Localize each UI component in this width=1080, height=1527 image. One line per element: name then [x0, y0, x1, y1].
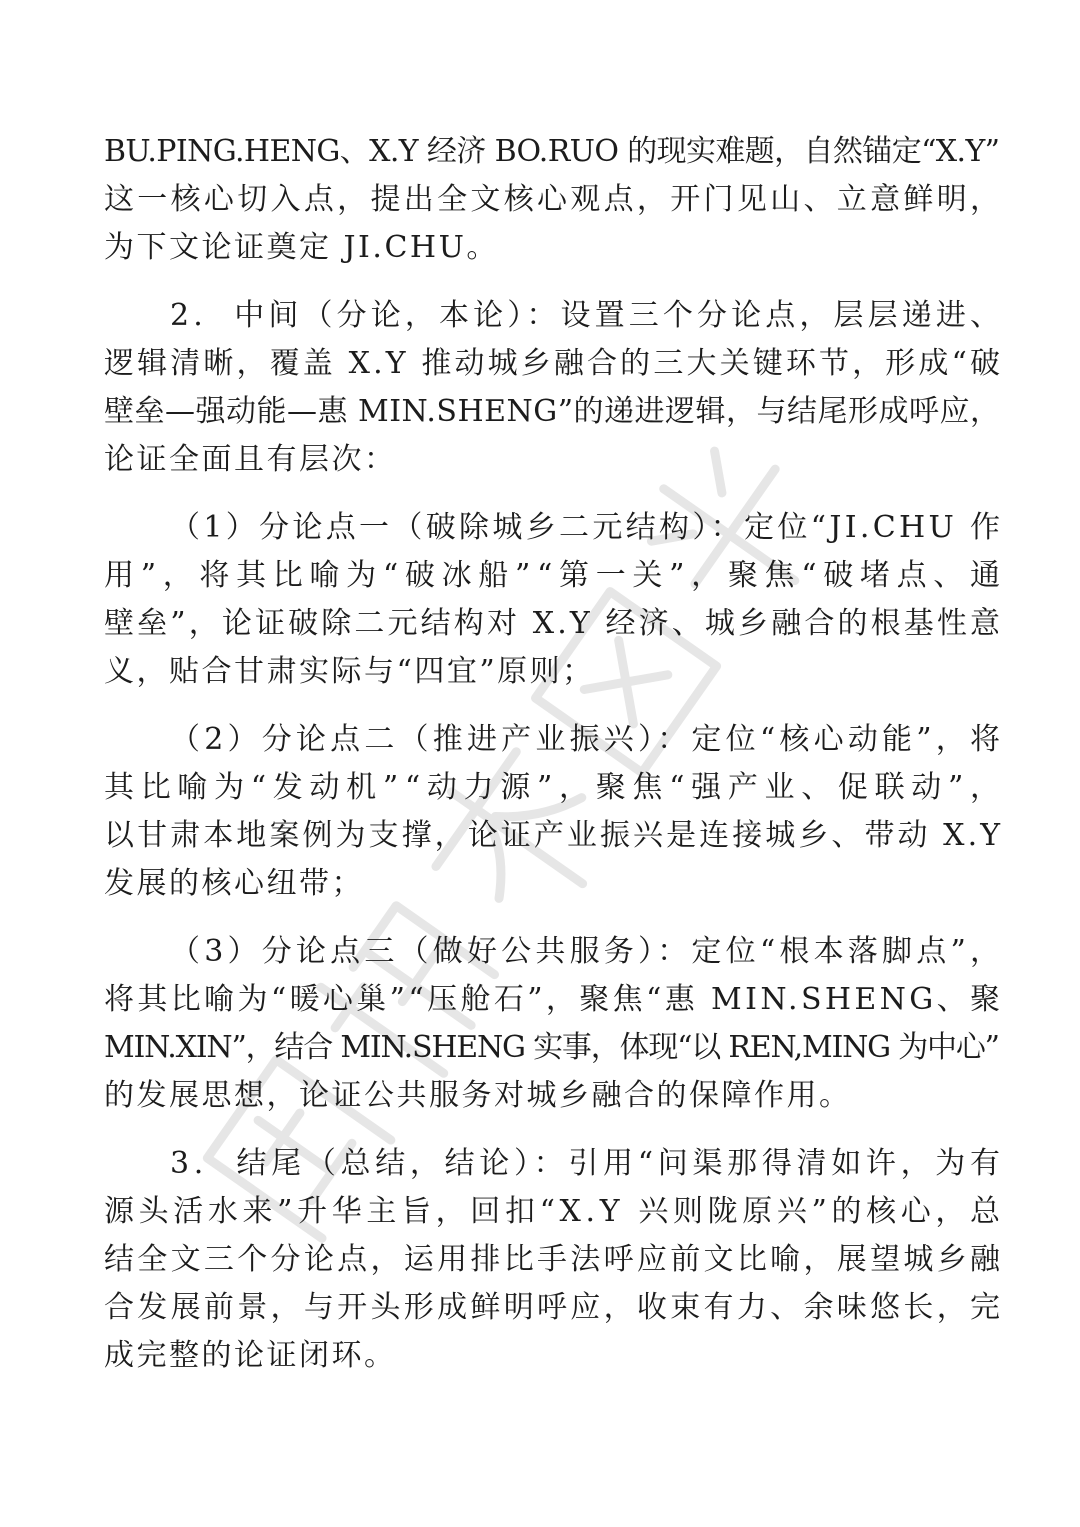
text-line: MIN.XIN”，结合 MIN.SHENG 实事，体现“以 REN,MING 为中心” [104, 1030, 999, 1065]
text-line: 合发展前景，与开头形成鲜明呼应，收束有力、余味悠长，完 [104, 1290, 1004, 1325]
text-line: 壁垒—强动能—惠 MIN.SHENG”的递进逻辑，与结尾形成呼应， [104, 394, 1001, 429]
text-line: 壁垒”，论证破除二元结构对 X.Y 经济、城乡融合的根基性意 [104, 606, 1004, 641]
text-line: （3）分论点三（做好公共服务）：定位“根本落脚点”， [170, 934, 1005, 969]
text-line: 成完整的论证闭环。 [104, 1338, 397, 1373]
text-line: 结全文三个分论点，运用排比手法呼应前文比喻，展望城乡融 [104, 1242, 1004, 1277]
paragraph-middle-section [104, 292, 1005, 484]
text-line: （1）分论点一（破除城乡二元结构）：定位“JI.CHU 作 [170, 510, 1004, 545]
paragraph-point-one [104, 504, 1007, 696]
text-line: 以甘肃本地案例为支撑，论证产业振兴是连接城乡、带动 X.Y [104, 818, 1004, 853]
text-line: 发展的核心纽带； [104, 866, 364, 901]
paragraph-point-three [104, 928, 1005, 1120]
text-line: 2. 中间（分论，本论）：设置三个分论点，层层递进、 [170, 298, 1005, 333]
text-line: 3. 结尾（总结，结论）：引用“问渠那得清如许，为有 [170, 1146, 1005, 1181]
text-line: 源头活水来”升华主旨，回扣“X.Y 兴则陇原兴”的核心，总 [104, 1194, 1005, 1229]
text-line: 论证全面且有层次： [104, 442, 397, 477]
text-line: 义，贴合甘肃实际与“四宜”原则； [104, 654, 595, 689]
paragraph-intro-continuation [104, 128, 1004, 272]
text-line: BU.PING.HENG、X.Y 经济 BO.RUO 的现实难题，自然锚定“X.Y” [104, 134, 1000, 169]
text-line: （2）分论点二（推进产业振兴）：定位“核心动能”，将 [170, 722, 1005, 757]
text-line: 其比喻为“发动机”“动力源”，聚焦“强产业、促联动”， [104, 770, 1007, 805]
document-body [104, 128, 1007, 1400]
text-line: 用”，将其比喻为“破冰船”“第一关”，聚焦“破堵点、通 [104, 558, 1007, 593]
text-line: 将其比喻为“暖心巢”“压舱石”，聚焦“惠 MIN.SHENG、聚 [104, 982, 1004, 1017]
text-line: 的发展思想，论证公共服务对城乡融合的保障作用。 [104, 1078, 852, 1113]
paragraph-point-two [104, 716, 1007, 908]
text-line: 这一核心切入点，提出全文核心观点，开门见山、立意鲜明， [104, 182, 1004, 217]
paragraph-conclusion-section [104, 1140, 1005, 1380]
text-line: 为下文论证奠定 JI.CHU。 [104, 230, 499, 265]
text-line: 逻辑清晰，覆盖 X.Y 推动城乡融合的三大关键环节，形成“破 [104, 346, 1004, 381]
